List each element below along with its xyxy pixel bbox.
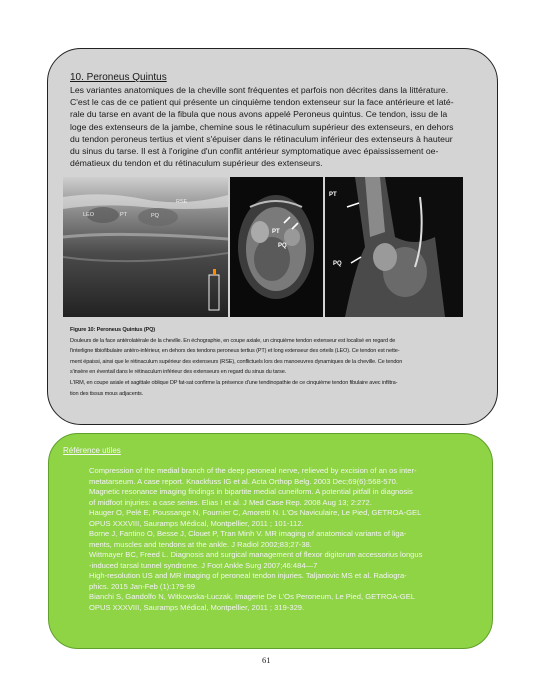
mri-sagittal-image xyxy=(325,177,463,317)
reference-line: Compression of the medial branch of the deep peroneal nerve, relieved by excision of an os inter- xyxy=(89,466,417,475)
reference-line: OPUS XXXVIII, Sauramps Médical, Montpellier, 2011 ; 319-329. xyxy=(89,602,305,612)
us-label-pt: PT xyxy=(120,212,128,218)
reference-line: Wittmayer BC, Freed L. Diagnosis and surgical management of flexor digitorum accessorius longus xyxy=(89,550,423,559)
ultrasound-image xyxy=(63,177,228,317)
reference-line: Magnetic resonance imaging findings in bipartite medial cuneiform. A potential pitfall in diagnosis xyxy=(89,487,413,496)
page-number: 61 xyxy=(262,655,271,665)
section-body xyxy=(70,84,472,169)
reference-line: Hauger O, Pelé E, Poussange N, Fournier C, Amoretti N. L'Os Naviculaire, Le Pied, GETROA-GEL xyxy=(89,508,422,517)
figure-caption-line: s'insère en éventail dans le rétinaculum inférieur des extenseurs en regard du sinus du tarse. xyxy=(70,369,287,376)
section-line: loge des extenseurs de la jambe, chemine sous le rétinaculum supérieur des extenseurs, en dehors xyxy=(70,121,454,132)
mr-axial-label-pq: PQ xyxy=(278,243,287,249)
section-line: du sinus du tarse. Il est à l'origine d'un conflit antérieur symptomatique avec épaississement oe- xyxy=(70,146,439,157)
reference-line: OPUS XXXVIII, Sauramps Médical, Montpellier, 2011 ; 101-112. xyxy=(89,518,304,528)
figure-caption-line: l'interligne tibiofibulaire antéro-inférieur, en dehors des tendons peroneus tertius (PT) et long extenseur des orteils (LEO). Ce tendon est nette- xyxy=(70,348,400,355)
reference-line: -induced tarsal tunnel syndrome. J Foot Ankle Surg 2007;46:484—7 xyxy=(89,560,318,570)
figure-caption-line: Douleurs de la face antérolatérale de la cheville. En échographie, en coupe axiale, un cinquième tendon extenseur est localisé en regard de xyxy=(70,337,396,344)
reference-line: ments, muscles and tendons at the ankle. J Radiol 2002;83;27-38. xyxy=(89,539,312,549)
references-list xyxy=(89,466,471,613)
mr-axial-label-pt: PT xyxy=(272,229,280,235)
section-line: Les variantes anatomiques de la cheville sont fréquentes et parfois non décrites dans la littérature. xyxy=(70,85,449,95)
figure-caption-line: L'IRM, en coupe axiale et sagittale oblique DP fat-sat confirme la présence d'une tendinopathie de ce cinquième tendon fibulaire avec infiltra- xyxy=(70,379,398,386)
mri-axial-image xyxy=(230,177,323,317)
section-line: dématieux du tendon et du rétinaculum supérieur des extenseurs. xyxy=(70,158,323,169)
us-label-leo: LEO xyxy=(83,212,95,218)
references-title: Référence utiles xyxy=(63,446,121,455)
figure-caption-line: tion des tissus mous adjacents. xyxy=(70,390,144,397)
figure-caption-line: ment épaissi, ainsi que le rétinaculum supérieur des extenseurs (RSE), conflictuels lors des manoeuvres dynamiques de la cheville. Ce tendon xyxy=(70,358,403,365)
us-label-rse: RSE xyxy=(176,199,188,205)
reference-line: metatarseum. A case report. Knackfuss IG et al. Acta Orthop Belg. 2003 Dec;69(6):568-570. xyxy=(89,476,398,486)
reference-line: Bianchi S, Gandolfo N, Witkowska-Luczak, Imagerie De L'Os Peroneum, Le Pied, GETROA-GEL xyxy=(89,592,416,601)
mr-sag-label-pq: PQ xyxy=(333,261,342,267)
section-line: rale du tarse en avant de la fibula que nous avons appelé Peroneus quintus. Ce tendon, issu de la xyxy=(70,109,448,120)
section-line: C'est le cas de ce patient qui présente un cinquième tendon extenseur sur la face antérieure et laté- xyxy=(70,97,454,108)
us-label-pq: PQ xyxy=(151,213,159,219)
section-line: du tendon peroneus tertius et vient s'épuiser dans le rétinaculum inférieur des extenseurs à hauteur xyxy=(70,133,453,144)
reference-line: of midfoot injuries: a case series. Elias I et al. J Med Case Rep. 2008 Aug 13; 2:272. xyxy=(89,497,372,507)
reference-line: phics. 2015 Jan-Feb (1):179-99 xyxy=(89,581,195,591)
figure-caption xyxy=(70,325,480,399)
reference-line: Borne J, Fantino O, Besse J, Clouet P, Tran Minh V. MR imaging of anatomical variants of liga- xyxy=(89,529,407,538)
reference-line: High-resolution US and MR imaging of peroneal tendon injuries. Taljanovic MS et al. Radiogra- xyxy=(89,571,407,580)
figure-caption-title: Figure 10: Peroneus Quintus (PQ) xyxy=(70,327,156,333)
section-title: 10. Peroneus Quintus xyxy=(70,72,167,83)
mr-sag-label-pt: PT xyxy=(329,192,337,198)
